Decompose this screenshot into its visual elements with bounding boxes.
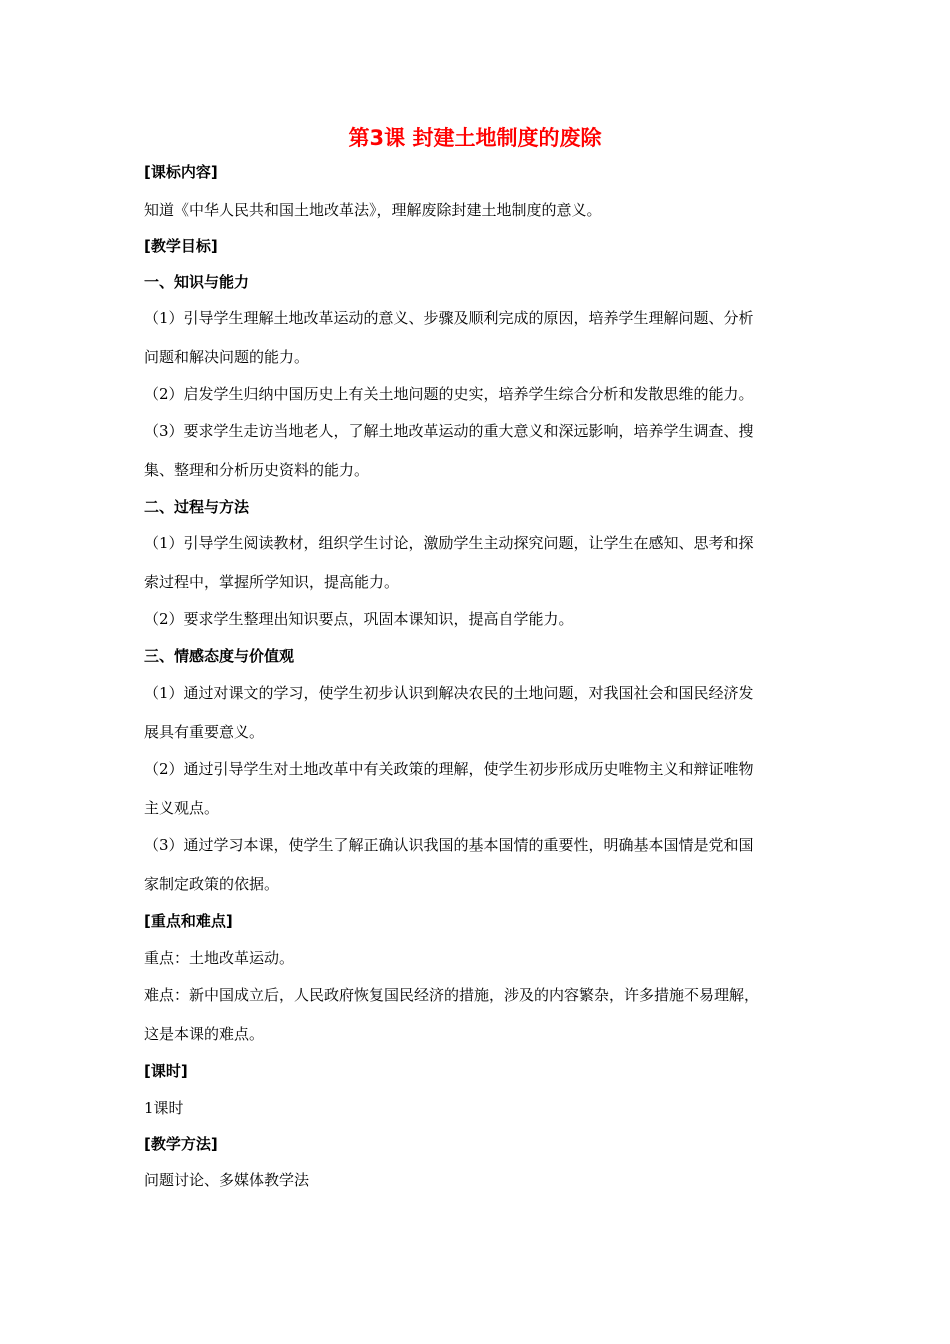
subheading-knowledge: 一、知识与能力 [144,273,250,291]
paragraph-line: （1）引导学生理解土地改革运动的意义、步骤及顺利完成的原因，培养学生理解问题、分析 [144,309,754,327]
paragraph-line: 难点：新中国成立后，人民政府恢复国民经济的措施，涉及的内容繁杂，许多措施不易理解， [144,986,760,1004]
document-title: 第3课 封建土地制度的废除 [348,126,602,150]
subheading-values: 三、情感态度与价值观 [144,647,295,665]
paragraph-line: 1课时 [144,1099,184,1117]
paragraph-line: （1）通过对课文的学习，使学生初步认识到解决农民的土地问题，对我国社会和国民经济发 [144,684,754,702]
paragraph-line: 这是本课的难点。 [144,1025,265,1043]
paragraph-line: 问题和解决问题的能力。 [144,348,310,366]
paragraph-line: 问题讨论、多媒体教学法 [144,1171,310,1189]
section-heading-curriculum: [课标内容] [144,163,218,181]
paragraph-line: 主义观点。 [144,799,220,817]
section-heading-methods: [教学方法] [144,1135,218,1153]
paragraph-line: （2）启发学生归纳中国历史上有关土地问题的史实，培养学生综合分析和发散思维的能力。 [144,385,754,403]
paragraph-line: （2）通过引导学生对土地改革中有关政策的理解，使学生初步形成历史唯物主义和辩证唯物 [144,760,754,778]
paragraph-line: （3）要求学生走访当地老人，了解土地改革运动的重大意义和深远影响，培养学生调查、搜 [144,422,754,440]
paragraph-line: 集、整理和分析历史资料的能力。 [144,461,370,479]
paragraph-line: 知道《中华人民共和国土地改革法》，理解废除封建土地制度的意义。 [144,201,602,219]
paragraph-line: （3）通过学习本课，使学生了解正确认识我国的基本国情的重要性，明确基本国情是党和国 [144,836,754,854]
paragraph-line: （1）引导学生阅读教材，组织学生讨论，激励学生主动探究问题，让学生在感知、思考和探 [144,534,754,552]
paragraph-line: （2）要求学生整理出知识要点，巩固本课知识，提高自学能力。 [144,610,574,628]
subheading-process: 二、过程与方法 [144,498,250,516]
section-heading-class-hours: [课时] [144,1062,188,1080]
paragraph-line: 重点：土地改革运动。 [144,949,295,967]
paragraph-line: 索过程中，掌握所学知识，提高能力。 [144,573,400,591]
section-heading-objectives: [教学目标] [144,237,218,255]
section-heading-key-points: [重点和难点] [144,912,233,930]
paragraph-line: 家制定政策的依据。 [144,875,280,893]
paragraph-line: 展具有重要意义。 [144,723,265,741]
